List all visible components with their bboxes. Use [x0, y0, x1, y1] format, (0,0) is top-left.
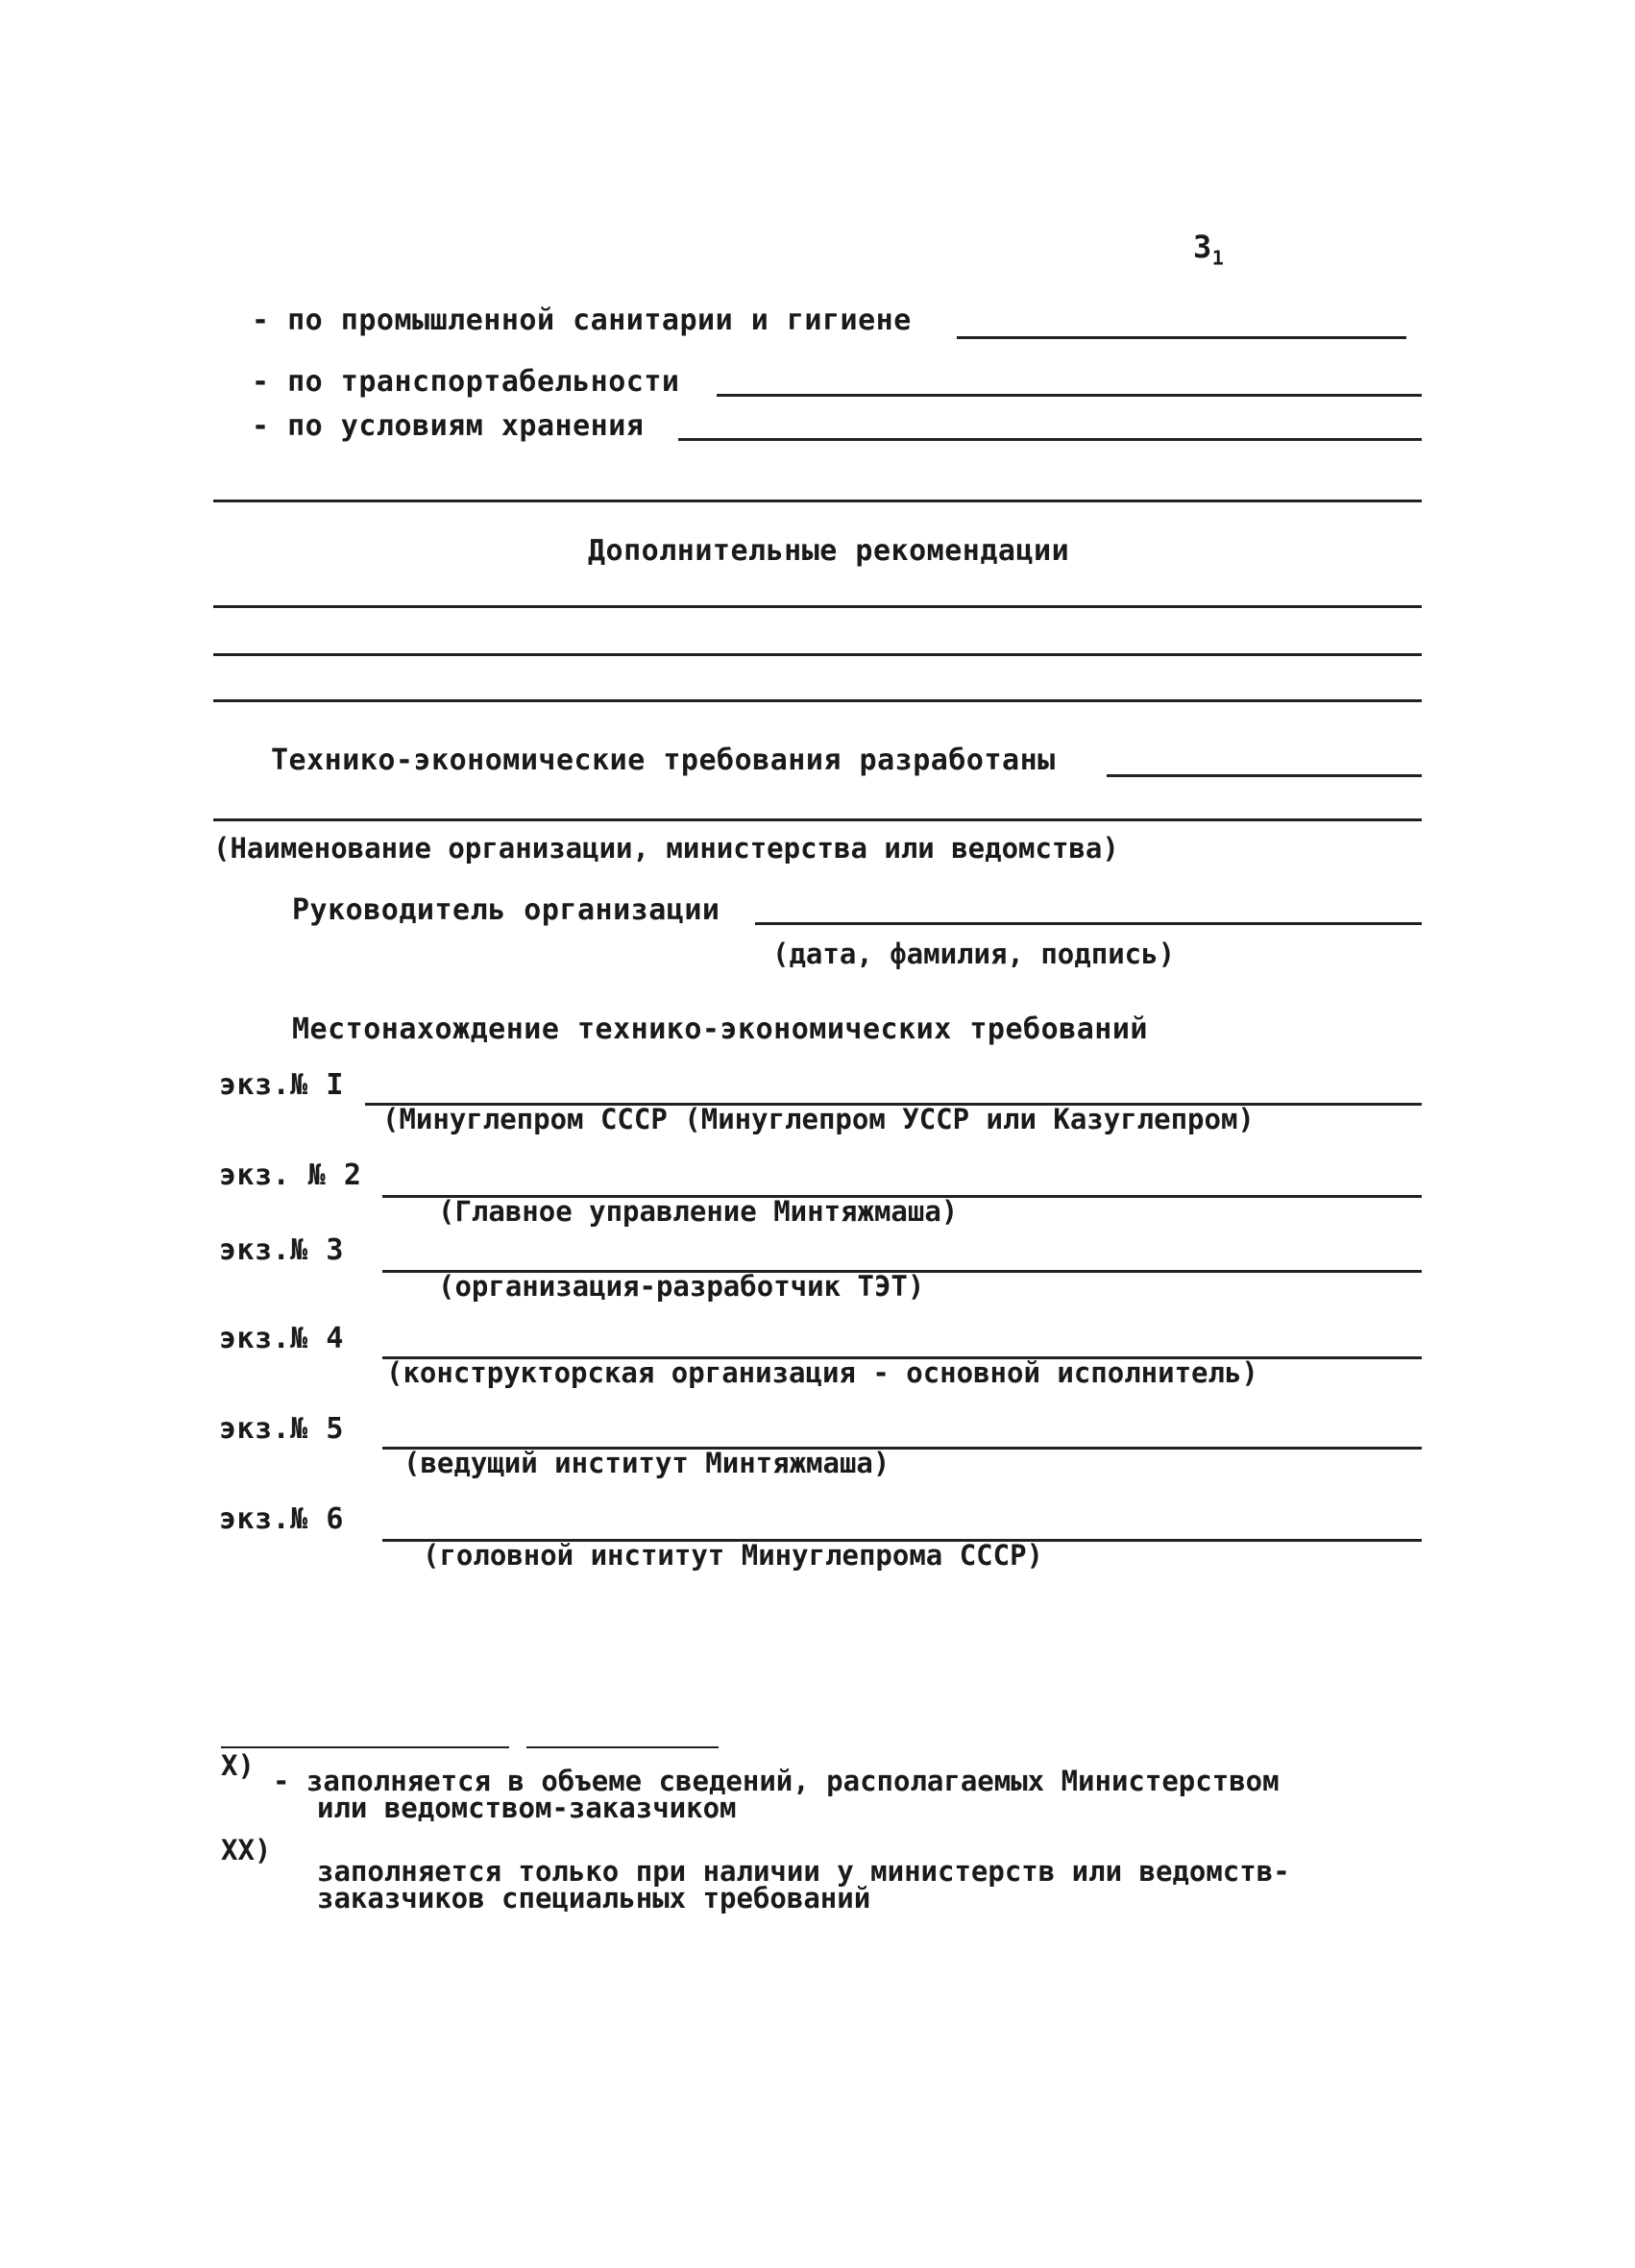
copy-caption: (Главное управление Минтяжмаша) — [438, 1195, 959, 1228]
developed-by-label: Технико-экономические требования разработаны — [271, 744, 1056, 777]
head-of-organization-label: Руководитель организации — [292, 893, 720, 927]
copy-label: экз.№ 5 — [219, 1412, 344, 1446]
footnote-separator — [526, 1746, 719, 1748]
copy-label: экз.№ 4 — [219, 1322, 344, 1355]
footnote-text: заказчиков специальных требований — [317, 1882, 871, 1914]
footnote-text: - заполняется в объеме сведений, располагаемых Министерством — [273, 1765, 1280, 1797]
footnote-mark: Х) — [221, 1749, 255, 1782]
location-heading: Местонахождение технико-экономических требований — [292, 1012, 1148, 1046]
footnote-mark: ХХ) — [221, 1834, 272, 1866]
developed-by-field — [1107, 774, 1422, 777]
copy-label: экз. № 2 — [219, 1158, 362, 1192]
requirement-storage-field — [678, 438, 1422, 441]
section-divider — [213, 500, 1422, 502]
footnote-text: заполняется только при наличии у министерств или ведомств- — [317, 1855, 1290, 1888]
requirement-sanitation: - по промышленной санитарии и гигиене — [252, 304, 912, 337]
copy-label: экз.№ I — [219, 1068, 344, 1102]
requirement-sanitation-field — [957, 336, 1406, 339]
organization-field — [213, 818, 1422, 821]
copy-caption: (организация-разработчик ТЭТ) — [438, 1270, 925, 1303]
copy-label: экз.№ 6 — [219, 1502, 344, 1536]
copy-caption: (головной институт Минуглепрома СССР) — [423, 1539, 1044, 1572]
recommendation-line — [213, 653, 1422, 656]
copy-caption: (ведущий институт Минтяжмаша) — [403, 1447, 891, 1479]
page-number: $3_1$ — [1193, 229, 1225, 270]
requirement-storage: - по условиям хранения — [252, 409, 645, 443]
footnote-text: или ведомством-заказчиком — [317, 1792, 737, 1824]
recommendation-line — [213, 605, 1422, 608]
organization-caption: (Наименование организации, министерства или ведомства) — [213, 832, 1119, 865]
copy-caption: (конструкторская организация - основной исполнитель) — [386, 1356, 1258, 1389]
copy-caption: (Минуглепром СССР (Минуглепром УССР или Казуглепром) — [382, 1103, 1255, 1135]
footnote-separator — [221, 1746, 509, 1748]
head-of-organization-caption: (дата, фамилия, подпись) — [772, 938, 1176, 970]
copy-label: экз.№ 3 — [219, 1233, 344, 1267]
head-of-organization-field — [755, 922, 1422, 925]
requirement-transport-field — [717, 394, 1422, 397]
requirement-transport: - по транспортабельности — [252, 365, 680, 399]
recommendation-line — [213, 699, 1422, 702]
additional-recommendations-heading: Дополнительные рекомендации — [588, 534, 1070, 568]
